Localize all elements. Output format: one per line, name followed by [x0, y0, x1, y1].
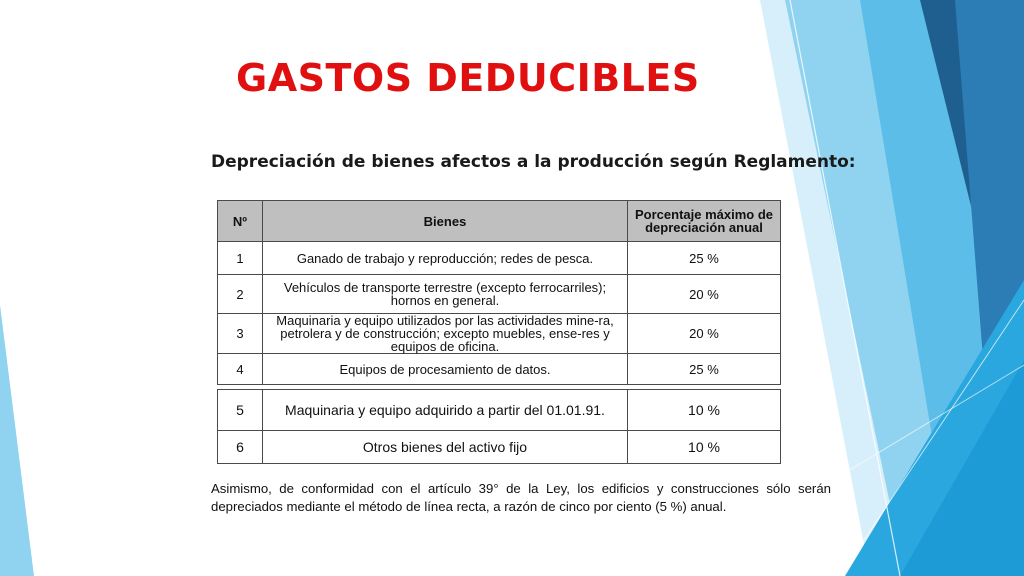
row-bienes: Maquinaria y equipo utilizados por las actividades mine-ra, petrolera y de construcción; excepto muebles, ense-res y equipos de oficina. [263, 314, 628, 354]
slide-subtitle: Depreciación de bienes afectos a la producción según Reglamento: [211, 152, 856, 172]
row-number: 2 [218, 275, 263, 314]
header-porcentaje: Porcentaje máximo de depreciación anual [628, 201, 781, 242]
table-row [218, 354, 781, 385]
row-bienes: Vehículos de transporte terrestre (excepto ferrocarriles); hornos en general. [263, 275, 628, 314]
row-number: 5 [218, 390, 263, 431]
table-header-row [218, 201, 781, 242]
slide-title: GASTOS DEDUCIBLES [236, 56, 700, 100]
row-porcentaje: 25 % [628, 354, 781, 385]
row-bienes: Otros bienes del activo fijo [263, 431, 628, 464]
table-row [218, 390, 781, 431]
row-porcentaje: 10 % [628, 431, 781, 464]
row-bienes: Equipos de procesamiento de datos. [263, 354, 628, 385]
table-row [218, 431, 781, 464]
row-porcentaje: 20 % [628, 275, 781, 314]
row-number: 6 [218, 431, 263, 464]
table-row [218, 242, 781, 275]
row-bienes: Ganado de trabajo y reproducción; redes de pesca. [263, 242, 628, 275]
table-row [218, 275, 781, 314]
row-porcentaje: 10 % [628, 390, 781, 431]
table-row [218, 314, 781, 354]
left-accent-shape [0, 305, 34, 576]
footnote-text: Asimismo, de conformidad con el artículo 39° de la Ley, los edificios y construcciones sólo serán depreciados mediante el método de línea recta, a razón de cinco por ciento (5 %) anual. [211, 481, 831, 514]
header-bienes: Bienes [263, 201, 628, 242]
row-number: 4 [218, 354, 263, 385]
row-bienes: Maquinaria y equipo adquirido a partir del 01.01.91. [263, 390, 628, 431]
row-porcentaje: 20 % [628, 314, 781, 354]
row-number: 1 [218, 242, 263, 275]
row-porcentaje: 25 % [628, 242, 781, 275]
header-no: Nº [218, 201, 263, 242]
row-number: 3 [218, 314, 263, 354]
depreciation-table [217, 200, 781, 464]
